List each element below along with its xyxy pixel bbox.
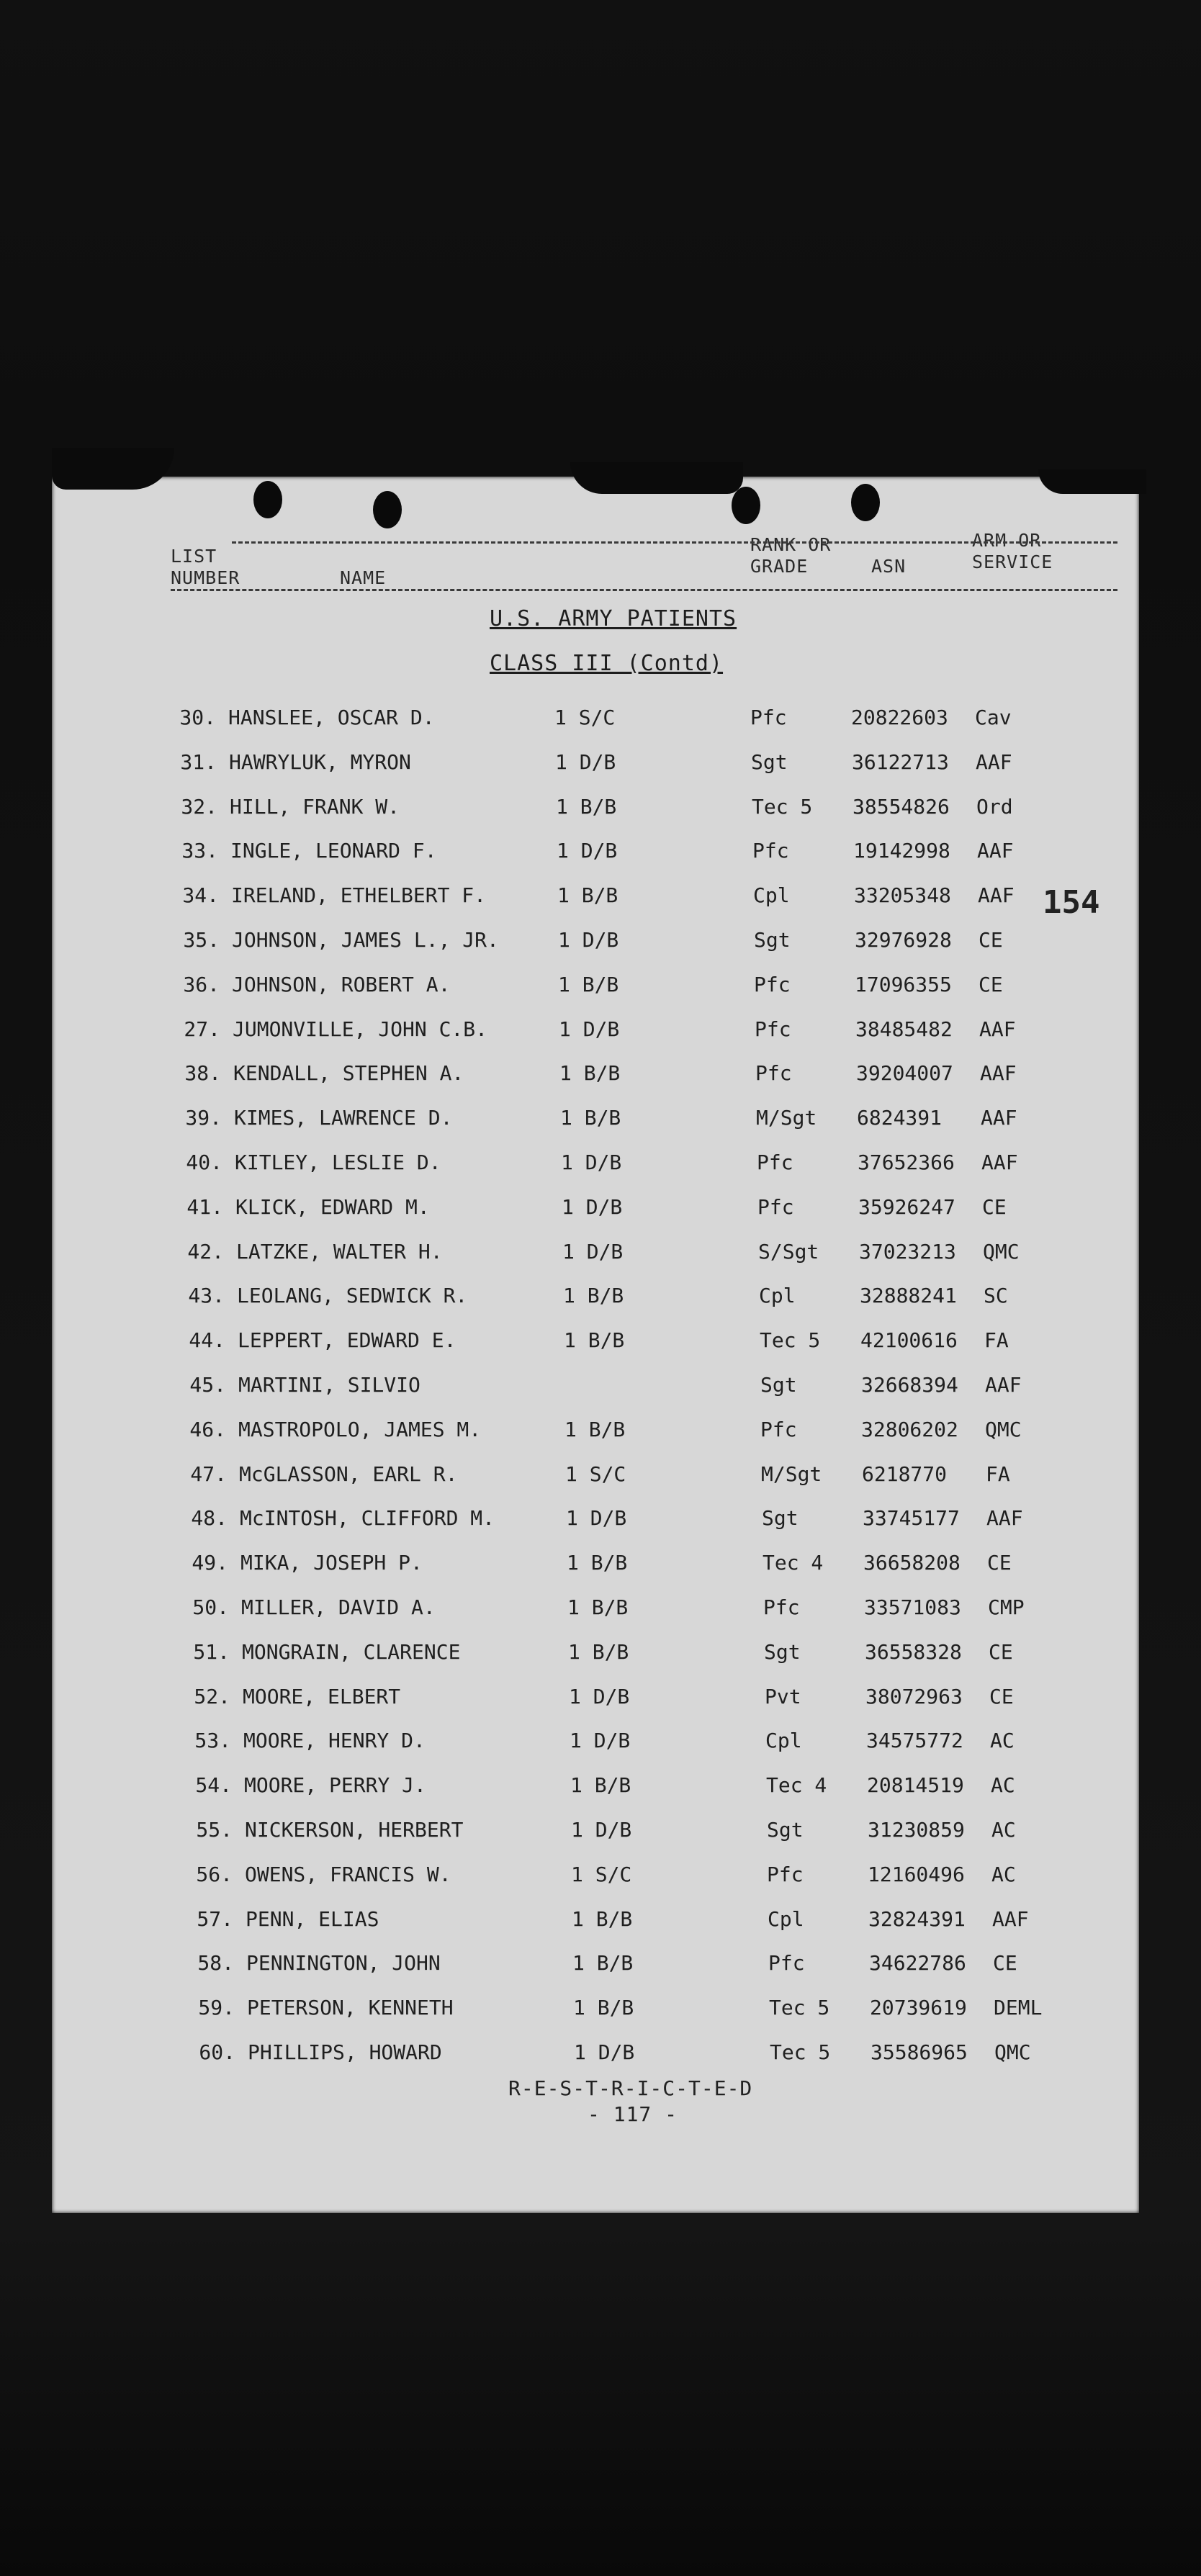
arm-service: CE [982,1194,1007,1219]
patient-name: OWENS, FRANCIS W. [245,1862,451,1886]
patient-name: PHILLIPS, HOWARD [248,2040,442,2064]
patient-name: MOORE, PERRY J. [244,1773,426,1798]
patient-class: 1 B/B [567,1595,629,1619]
header-rank-grade: RANK OR GRADE [750,534,832,577]
rank-grade: Pvt [765,1684,801,1708]
rank-grade: Tec 5 [769,1996,830,2020]
header-rule-top [232,541,1117,544]
asn: 6218770 [862,1462,948,1486]
arm-service: SC [984,1284,1008,1308]
rank-grade: Pfc [755,1017,791,1041]
list-number: 41. [186,1194,223,1219]
rank-grade: Sgt [751,749,788,774]
asn: 31230859 [868,1818,965,1842]
patient-name: MILLER, DAVID A. [241,1595,436,1619]
rank-grade: Cpl [768,1906,804,1931]
asn: 36122713 [852,749,949,774]
table-row [52,1189,1139,1225]
list-number: 38. [184,1061,221,1086]
patient-name: MOORE, HENRY D. [243,1729,426,1753]
patient-class: 1 B/B [558,972,619,996]
asn: 36658208 [863,1551,961,1575]
table-row [52,1945,1139,1981]
table-row [52,1590,1139,1626]
patient-name: NICKERSON, HERBERT [245,1818,464,1842]
rank-grade: Cpl [759,1284,796,1308]
list-number: 48. [191,1506,228,1531]
list-number: 50. [192,1595,229,1619]
arm-service: CE [987,1551,1012,1575]
asn: 42100616 [860,1328,958,1353]
asn: 20822603 [851,706,948,729]
list-number: 58. [197,1951,234,1976]
patient-name: KITLEY, LESLIE D. [235,1150,441,1174]
list-number: 31. [180,749,217,774]
torn-edge [570,462,743,494]
header-rule-bottom [171,589,1117,591]
rank-grade: Tec 5 [760,1328,821,1353]
arm-service: CE [979,928,1003,952]
patient-class: 1 D/B [562,1239,624,1264]
table-row [52,1145,1139,1181]
table-row [52,1055,1139,1091]
margin-page-number: 154 [1043,884,1100,921]
asn: 35926247 [858,1194,955,1219]
arm-service: CE [993,1951,1017,1976]
patient-class: 1 D/B [570,1729,631,1753]
list-number: 39. [185,1106,222,1130]
arm-service: QMC [994,2040,1031,2064]
rank-grade: Pfc [754,972,791,996]
patient-class: 1 B/B [570,1773,631,1798]
list-number: 52. [194,1684,230,1708]
rank-grade: Sgt [762,1506,799,1531]
arm-service: Ord [976,794,1013,819]
arm-service: AAF [979,1017,1016,1041]
table-row [52,1323,1139,1359]
table-row [52,700,1139,736]
header-list-number: LIST NUMBER [171,546,240,588]
asn: 32976928 [855,928,952,952]
arm-service: AC [991,1773,1015,1798]
asn: 12160496 [868,1862,965,1886]
patient-name: JUMONVILLE, JOHN C.B. [233,1017,488,1041]
asn: 37023213 [859,1239,956,1264]
arm-service: QMC [983,1239,1020,1264]
patient-class: 1 B/B [568,1639,629,1664]
arm-service: AAF [981,1106,1017,1130]
asn: 32888241 [860,1284,957,1308]
table-row [52,744,1139,780]
patient-name: HILL, FRANK W. [230,794,400,819]
list-number: 33. [181,839,218,863]
patient-name: LATZKE, WALTER H. [236,1239,443,1264]
patient-name: KENDALL, STEPHEN A. [233,1061,464,1086]
header-name: NAME [340,567,387,588]
list-number: 43. [188,1284,225,1308]
arm-service: FA [984,1328,1009,1353]
patient-class: 1 S/C [565,1462,626,1486]
table-row [52,1500,1139,1536]
patient-class: 1 B/B [556,794,617,819]
rank-grade: Cpl [753,883,790,908]
asn: 6824391 [857,1106,943,1130]
rank-grade: Sgt [764,1639,801,1664]
arm-service: AAF [992,1906,1029,1931]
patient-class: 1 B/B [557,883,619,908]
list-number: 36. [183,972,220,996]
torn-edge [1038,469,1146,494]
page-number: - 117 - [588,2102,678,2126]
page-title: U.S. ARMY PATIENTS [490,606,737,631]
table-row [52,1679,1139,1715]
table-row [52,1234,1139,1270]
table-row [52,1412,1139,1448]
list-number: 46. [189,1417,226,1441]
patient-class: 1 B/B [573,1996,634,2020]
patient-class: 1 D/B [555,749,616,774]
patient-class: 1 S/C [554,706,616,729]
patient-class: 1 B/B [567,1551,628,1575]
asn: 34622786 [869,1951,966,1976]
arm-service: AC [991,1862,1016,1886]
list-number: 53. [194,1729,231,1753]
asn: 38554826 [853,794,950,819]
list-number: 59. [198,1996,235,2020]
patient-name: MASTROPOLO, JAMES M. [238,1417,482,1441]
arm-service: CE [989,1684,1014,1708]
table-row [52,1278,1139,1314]
patient-class: 1 D/B [574,2040,635,2064]
patient-name: KLICK, EDWARD M. [235,1194,430,1219]
list-number: 42. [187,1239,224,1264]
patient-name: McGLASSON, EARL R. [239,1462,458,1486]
rank-grade: Pfc [763,1595,800,1619]
list-number: 44. [189,1328,225,1353]
patient-class: 1 B/B [564,1417,626,1441]
table-row [52,1901,1139,1937]
patient-name: PETERSON, KENNETH [247,1996,454,2020]
arm-service: AC [990,1729,1015,1753]
list-number: 32. [181,794,217,819]
patient-class: 1 D/B [557,839,618,863]
patient-class: 1 B/B [572,1906,633,1931]
rank-grade: Tec 5 [770,2040,831,2064]
patient-name: MOORE, ELBERT [243,1684,401,1708]
list-number: 49. [192,1551,228,1575]
arm-service: FA [986,1462,1010,1486]
rank-grade: Cpl [765,1729,802,1753]
arm-service: AAF [981,1150,1018,1174]
arm-service: DEML [994,1996,1043,2020]
punch-hole [851,484,880,521]
list-number: 57. [197,1906,233,1931]
list-number: 54. [195,1773,232,1798]
asn: 38072963 [865,1684,963,1708]
restricted-marking: R-E-S-T-R-I-C-T-E-D [508,2076,753,2100]
punch-hole [253,481,282,518]
list-number: 51. [193,1639,230,1664]
header-arm-service: ARM OR SERVICE [972,530,1053,572]
arm-service: QMC [985,1417,1022,1441]
rank-grade: Tec 5 [752,794,813,819]
asn: 39204007 [856,1061,953,1086]
patient-class: 1 D/B [569,1684,630,1708]
patient-name: HANSLEE, OSCAR D. [228,706,435,729]
list-number: 35. [183,928,220,952]
patient-class: 1 B/B [572,1951,634,1976]
asn: 35586965 [871,2040,968,2064]
punch-hole [373,491,402,528]
rank-grade: Pfc [768,1951,805,1976]
list-number: 40. [186,1150,222,1174]
table-row [52,1367,1139,1403]
asn: 17096355 [855,972,952,996]
patient-name: INGLE, LEONARD F. [230,839,437,863]
arm-service: CE [979,972,1003,996]
patient-class: 1 D/B [571,1818,632,1842]
arm-service: AAF [976,749,1012,774]
arm-service: AAF [977,839,1014,863]
table-row [52,1545,1139,1581]
rank-grade: Tec 4 [763,1551,824,1575]
asn: 33745177 [863,1506,960,1531]
patient-name: LEOLANG, SEDWICK R. [237,1284,468,1308]
table-row [52,967,1139,1003]
rank-grade: Pfc [755,1061,792,1086]
patient-class: 1 D/B [559,1017,620,1041]
table-row [52,1767,1139,1803]
asn: 33205348 [854,883,951,908]
arm-service: CMP [988,1595,1025,1619]
patient-class: 1 B/B [564,1328,625,1353]
rank-grade: Pfc [757,1150,793,1174]
rank-grade: Pfc [752,839,789,863]
rank-grade: Sgt [754,928,791,952]
arm-service: AAF [986,1506,1023,1531]
rank-grade: Sgt [767,1818,804,1842]
list-number: 30. [179,706,216,729]
table-row [52,1723,1139,1759]
list-number: 60. [199,2040,235,2064]
rank-grade: Pfc [750,706,787,729]
rank-grade: S/Sgt [758,1239,819,1264]
patient-name: KIMES, LAWRENCE D. [234,1106,453,1130]
table-row [52,1990,1139,2026]
asn: 32824391 [868,1906,966,1931]
table-row [52,1456,1139,1492]
table-row [52,2035,1139,2071]
arm-service: AAF [978,883,1015,908]
table-row [52,833,1139,869]
asn: 19142998 [853,839,950,863]
rank-grade: Tec 4 [766,1773,827,1798]
rank-grade: Pfc [767,1862,804,1886]
patient-class: 1 B/B [559,1061,621,1086]
table-row [52,789,1139,825]
table-row [52,878,1139,914]
torn-edge [52,448,174,490]
asn: 33571083 [864,1595,961,1619]
patient-name: JOHNSON, JAMES L., JR. [232,928,499,952]
rank-grade: M/Sgt [761,1462,822,1486]
asn: 37652366 [858,1150,955,1174]
asn: 32668394 [861,1373,958,1397]
patient-name: MIKA, JOSEPH P. [240,1551,423,1575]
list-number: 56. [196,1862,233,1886]
list-number: 34. [182,883,219,908]
table-row [52,922,1139,958]
rank-grade: Sgt [760,1373,797,1397]
asn: 20739619 [870,1996,967,2020]
rank-grade: M/Sgt [756,1106,817,1130]
list-number: 55. [196,1818,233,1842]
patient-name: PENN, ELIAS [246,1906,379,1931]
asn: 32806202 [861,1417,958,1441]
patient-name: LEPPERT, EDWARD E. [238,1328,456,1353]
patient-name: JOHNSON, ROBERT A. [232,972,451,996]
document-page [52,477,1139,2213]
asn: 34575772 [866,1729,963,1753]
arm-service: AAF [985,1373,1022,1397]
patient-name: HAWRYLUK, MYRON [229,749,411,774]
list-number: 27. [184,1017,220,1041]
table-row [52,1634,1139,1670]
rank-grade: Pfc [760,1417,797,1441]
arm-service: Cav [975,706,1012,729]
asn: 20814519 [867,1773,964,1798]
list-number: 47. [190,1462,227,1486]
arm-service: AAF [980,1061,1017,1086]
page-subtitle: CLASS III (Contd) [490,651,724,676]
patient-class: 1 D/B [562,1194,623,1219]
patient-name: PENNINGTON, JOHN [246,1951,441,1976]
arm-service: CE [989,1639,1013,1664]
asn: 36558328 [865,1639,962,1664]
rank-grade: Pfc [757,1194,794,1219]
patient-class: 1 D/B [566,1506,627,1531]
patient-class: 1 D/B [558,928,619,952]
table-row [52,1857,1139,1893]
punch-hole [732,487,760,524]
arm-service: AC [991,1818,1016,1842]
table-row [52,1100,1139,1136]
header-asn: ASN [871,556,907,577]
table-row [52,1812,1139,1848]
patient-name: McINTOSH, CLIFFORD M. [240,1506,495,1531]
patient-name: MARTINI, SILVIO [238,1373,420,1397]
table-row [52,1012,1139,1048]
patient-class: 1 D/B [561,1150,622,1174]
patient-name: IRELAND, ETHELBERT F. [231,883,487,908]
patient-class: 1 S/C [571,1862,632,1886]
patient-name: MONGRAIN, CLARENCE [242,1639,461,1664]
list-number: 45. [189,1373,226,1397]
patient-class: 1 B/B [560,1106,621,1130]
asn: 38485482 [855,1017,953,1041]
patient-class: 1 B/B [563,1284,624,1308]
